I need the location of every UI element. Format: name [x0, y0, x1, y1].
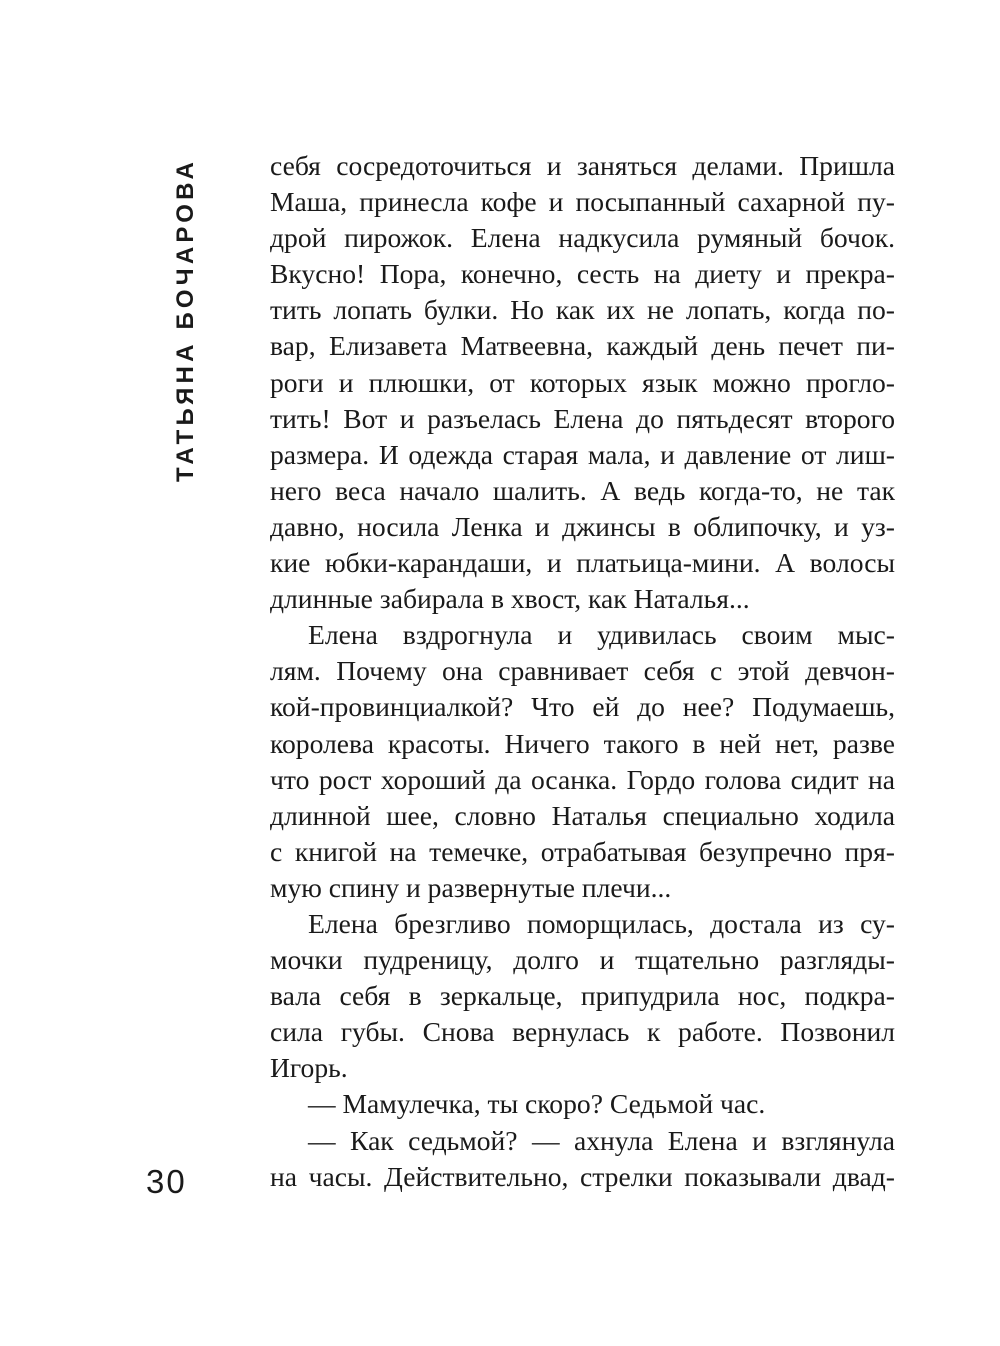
running-head-author: ТАТЬЯНА БОЧАРОВА	[172, 157, 199, 482]
text-line: Маша, принесла кофе и посыпанный сахарной пу-	[270, 186, 895, 218]
text-line: вар, Елизавета Матвеевна, каждый день печет пи-	[270, 330, 895, 362]
text-line: что рост хороший да осанка. Гордо голова сидит на	[270, 763, 895, 795]
text-line: тить лопать булки. Но как их не лопать, когда по-	[270, 294, 895, 326]
page-number: 30	[146, 1163, 187, 1200]
text-line: сила губы. Снова вернулась к работе. Позвонил	[270, 1016, 895, 1048]
text-line: вала себя в зеркальце, припудрила нос, подкра-	[270, 980, 895, 1012]
text-line: себя сосредоточиться и заняться делами. Пришла	[270, 150, 895, 181]
text-line: Игорь.	[270, 1052, 348, 1084]
text-line: мочки пудреницу, долго и тщательно разгляды-	[270, 944, 895, 976]
text-line: дрой пирожок. Елена надкусила румяный бочок.	[270, 222, 895, 254]
text-line: лям. Почему она сравнивает себя с этой девчон-	[270, 655, 895, 687]
text-line: королева красоты. Ничего такого в ней нет, разве	[270, 727, 895, 759]
body-text	[270, 148, 895, 1195]
text-line: мую спину и развернутые плечи...	[270, 871, 672, 903]
text-line: давно, носила Ленка и джинсы в облипочку, и уз-	[270, 510, 895, 542]
text-line: кой-провинциалкой? Что ей до нее? Подумаешь,	[270, 691, 895, 723]
text-line: кие юбки-карандаши, и платьица-мини. А волосы	[270, 547, 895, 579]
text-line: длинные забирала в хвост, как Наталья...	[270, 583, 750, 615]
text-line: Елена брезгливо поморщилась, достала из су-	[308, 907, 895, 939]
text-line: на часы. Действительно, стрелки показывали двад-	[270, 1160, 895, 1192]
text-line: него веса начало шалить. А ведь когда-то, не так	[270, 474, 895, 506]
text-line: Вкусно! Пора, конечно, сесть на диету и прекра-	[270, 258, 895, 290]
text-line: длинной шее, словно Наталья специально ходила	[270, 799, 895, 831]
text-line: роги и плюшки, от которых язык можно прогло-	[270, 366, 895, 398]
text-line: Елена вздрогнула и удивилась своим мыс-	[308, 619, 895, 651]
text-line: — Как седьмой? — ахнула Елена и взглянула	[308, 1124, 895, 1156]
text-line: тить! Вот и разъелась Елена до пятьдесят второго	[270, 402, 895, 434]
text-line: — Мамулечка, ты скоро? Седьмой час.	[308, 1088, 766, 1120]
text-line: с книгой на темечке, отрабатывая безупречно пря-	[270, 835, 895, 867]
text-line: размера. И одежда старая мала, и давление от лиш-	[270, 438, 895, 470]
